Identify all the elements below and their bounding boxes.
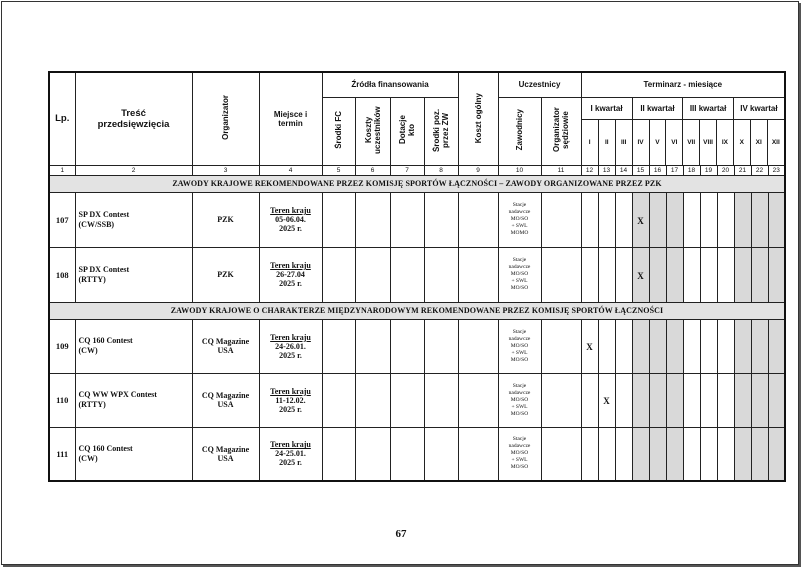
row-participants-line: MOMO (510, 230, 529, 236)
month-mark: X (637, 270, 644, 281)
row-name-line1: CQ WW WPX Contest (78, 390, 157, 399)
row-participants (498, 319, 541, 373)
quarter-2: II kwartał (632, 98, 683, 120)
row-participants-line: Stacje (512, 436, 527, 443)
row-month-4 (632, 427, 649, 481)
row-month-12 (768, 192, 785, 247)
row-place-label: Teren kraju (270, 206, 311, 215)
row-month-7 (683, 319, 700, 373)
row-month-8 (700, 373, 717, 427)
row-participants (498, 192, 541, 247)
row-cost-total (458, 373, 498, 427)
row-month-6 (666, 192, 683, 247)
row-cost-total (458, 427, 498, 481)
row-name (75, 192, 192, 247)
header-miejsce (259, 72, 322, 165)
row-name (75, 427, 192, 481)
row-month-7 (683, 427, 700, 481)
row-organizer-judges (541, 192, 581, 247)
row-name-line2: (CW) (78, 453, 98, 463)
header-srodki-fc (322, 97, 355, 165)
row-month-9 (717, 247, 734, 302)
row-participants-line: MO/SO (510, 356, 529, 363)
row-place-date: 26-27.04 (276, 270, 305, 279)
months-block (581, 97, 785, 165)
row-funding-dotacje (390, 373, 424, 427)
row-funding-dotacje (390, 427, 424, 481)
header-uczestnicy: Uczestnicy (498, 72, 581, 97)
header-koszt-ogolny-text: Koszt ogólny (473, 92, 483, 143)
row-month-7 (683, 373, 700, 427)
header-srodki-poz-text: Środki poz. przez ZW (432, 108, 450, 152)
table-row (49, 373, 785, 427)
header-srodki-poz (424, 97, 458, 165)
page-number: 67 (395, 528, 407, 540)
column-number-1: 1 (49, 165, 75, 175)
row-month-6 (666, 319, 683, 373)
column-number-5: 5 (322, 165, 355, 175)
row-lp: 109 (49, 319, 75, 373)
row-month-7 (683, 192, 700, 247)
row-month-10 (734, 192, 751, 247)
row-month-11 (751, 192, 768, 247)
section-row (49, 302, 785, 319)
section-row (49, 175, 785, 192)
row-place-date: 24-26.01. (275, 341, 306, 351)
row-funding-koszty (355, 247, 390, 302)
row-month-11 (751, 373, 768, 427)
header-koszty (355, 97, 390, 165)
row-funding-koszty (355, 319, 390, 373)
row-month-3 (615, 247, 632, 302)
row-month-2 (598, 319, 615, 373)
row-participants-line: nadawcze (508, 264, 531, 270)
row-month-6 (666, 427, 683, 481)
month-header-4: IV (632, 120, 649, 165)
row-place-label: Teren kraju (270, 261, 311, 270)
month-header-3: III (615, 120, 632, 165)
row-month-9 (717, 192, 734, 247)
month-header-11: XI (750, 120, 767, 165)
row-participants-line: MO/SO (510, 396, 529, 403)
row-funding-fc (322, 373, 355, 427)
row-month-3 (615, 319, 632, 373)
row-participants-line: nadawcze (508, 209, 531, 215)
column-number-21: 21 (734, 165, 751, 175)
row-name-line1: SP DX Contest (78, 264, 130, 274)
row-organizer-judges (541, 247, 581, 302)
row-participants-line: nadawcze (508, 335, 531, 342)
row-participants (498, 427, 541, 481)
header-terminarz: Terminarz - miesiące (581, 72, 785, 97)
row-participants-line: nadawcze (508, 389, 531, 396)
row-participants-line: + SWL (511, 278, 528, 284)
row-organizer (192, 319, 259, 373)
row-month-12 (768, 427, 785, 481)
row-participants-line: + SWL (511, 349, 528, 356)
row-place-year: 2025 r. (279, 279, 302, 288)
row-organizer (192, 192, 259, 247)
row-organizer-line1: PZK (217, 215, 234, 224)
row-place-year: 2025 r. (279, 458, 302, 468)
row-month-10 (734, 247, 751, 302)
row-month-12 (768, 247, 785, 302)
column-number-9: 9 (458, 165, 498, 175)
row-month-12 (768, 373, 785, 427)
row-funding-dotacje (390, 319, 424, 373)
row-cost-total (458, 247, 498, 302)
column-number-7: 7 (390, 165, 424, 175)
row-funding-fc (322, 192, 355, 247)
row-participants-line: MO/SO (510, 216, 529, 222)
row-funding-srodki-poz (424, 247, 458, 302)
row-organizer-line2: USA (217, 453, 234, 463)
header-organizator (192, 72, 259, 165)
row-month-9 (717, 319, 734, 373)
row-funding-srodki-poz (424, 373, 458, 427)
row-organizer-line1: CQ Magazine (201, 337, 250, 346)
column-number-12: 12 (581, 165, 598, 175)
row-place (259, 427, 322, 481)
column-number-4: 4 (259, 165, 322, 175)
events-table (48, 71, 786, 482)
row-place-label: Teren kraju (270, 332, 311, 342)
row-month-3 (615, 192, 632, 247)
column-number-22: 22 (751, 165, 768, 175)
month-header-12: XII (771, 138, 780, 146)
row-place (259, 319, 322, 373)
row-participants-line: nadawcze (508, 443, 531, 450)
header-zrodla: Źródła finansowania (322, 72, 458, 97)
column-number-3: 3 (192, 165, 259, 175)
row-month-1 (581, 427, 598, 481)
row-month-3 (615, 427, 632, 481)
row-name-line2: (RTTY) (78, 400, 106, 409)
column-number-23: 23 (768, 165, 785, 175)
row-funding-koszty (355, 373, 390, 427)
header-organizator-sedziowie (541, 97, 581, 165)
row-month-2 (598, 373, 615, 427)
row-name-line2: (RTTY) (78, 274, 106, 284)
row-month-4 (632, 192, 649, 247)
row-lp: 107 (49, 192, 75, 247)
row-lp: 110 (49, 373, 75, 427)
row-participants-line: MO/SO (510, 271, 529, 277)
row-organizer-line2: USA (217, 400, 234, 409)
row-month-1 (581, 373, 598, 427)
row-name-line1: CQ 160 Contest (78, 443, 133, 453)
month-header-5: V (649, 120, 666, 165)
row-month-5 (649, 373, 666, 427)
row-cost-total (458, 319, 498, 373)
quarter-1: I kwartał (582, 98, 633, 120)
row-participants-line: + SWL (511, 403, 528, 410)
row-participants-line: + SWL (511, 457, 528, 464)
row-name (75, 247, 192, 302)
row-month-2 (598, 247, 615, 302)
row-name (75, 319, 192, 373)
header-zawodnicy (498, 97, 541, 165)
row-month-4 (632, 373, 649, 427)
header-tresc (75, 72, 192, 165)
month-header-10: X (733, 120, 750, 165)
row-lp: 108 (49, 247, 75, 302)
row-organizer-judges (541, 427, 581, 481)
row-place-date: 11-12.02. (275, 395, 306, 405)
month-header-6: VI (666, 120, 683, 165)
row-month-8 (700, 427, 717, 481)
table-row (49, 319, 785, 373)
row-month-5 (649, 319, 666, 373)
row-month-4 (632, 247, 649, 302)
row-month-11 (751, 427, 768, 481)
row-participants-line: Stacje (512, 257, 527, 263)
month-mark: X (586, 342, 593, 352)
row-month-1 (581, 319, 598, 373)
header-srodki-fc-text: Środki FC (334, 111, 343, 149)
column-number-20: 20 (717, 165, 734, 175)
row-funding-srodki-poz (424, 192, 458, 247)
column-number-6: 6 (355, 165, 390, 175)
row-participants-line: Stacje (512, 328, 527, 335)
row-place (259, 192, 322, 247)
row-month-1 (581, 192, 598, 247)
row-name-line2: (CW) (78, 346, 98, 355)
row-participants-line: MO/SO (510, 410, 529, 417)
month-header-7: VII (683, 120, 700, 165)
month-header-1: I (582, 120, 599, 165)
row-name-line1: SP DX Contest (78, 209, 130, 219)
column-number-2: 2 (75, 165, 192, 175)
column-number-10: 10 (498, 165, 541, 175)
row-funding-koszty (355, 192, 390, 247)
section-title: ZAWODY KRAJOWE REKOMENDOWANE PRZEZ KOMISJĘ SPORTÓW ŁĄCZNOŚCI – ZAWODY ORGANIZOWANE PRZEZ PZK (49, 175, 785, 192)
section-title: ZAWODY KRAJOWE O CHARAKTERZE MIĘDZYNARODOWYM REKOMENDOWANE PRZEZ KOMISJĘ SPORTÓW ŁĄCZNOŚCI (49, 302, 785, 319)
row-organizer (192, 247, 259, 302)
row-month-9 (717, 373, 734, 427)
row-funding-fc (322, 247, 355, 302)
header-koszt-ogolny (458, 72, 498, 165)
row-participants-line: MO/SO (510, 342, 529, 349)
row-month-9 (717, 427, 734, 481)
quarter-3: III kwartał (683, 98, 734, 120)
row-month-8 (700, 192, 717, 247)
row-funding-dotacje (390, 192, 424, 247)
row-participants-line: MO/SO (510, 464, 529, 471)
row-month-4 (632, 319, 649, 373)
header-miejsce-text: Miejsce i termin (273, 109, 308, 128)
month-header-9: IX (717, 120, 734, 165)
column-number-18: 18 (683, 165, 700, 175)
row-place-year: 2025 r. (279, 350, 302, 360)
row-place-label: Teren kraju (270, 386, 311, 396)
row-month-5 (649, 192, 666, 247)
row-name-line1: CQ 160 Contest (78, 336, 133, 345)
month-mark: X (637, 215, 644, 226)
header-koszty-text: Koszty uczestników (363, 106, 382, 154)
row-month-2 (598, 192, 615, 247)
table-row (49, 427, 785, 481)
row-month-5 (649, 247, 666, 302)
row-lp: 111 (49, 427, 75, 481)
row-participants (498, 247, 541, 302)
row-month-5 (649, 427, 666, 481)
column-number-11: 11 (541, 165, 581, 175)
row-organizer-line2: USA (217, 346, 234, 355)
header-organizator-sedziowie-text: Organizator sędziowie (552, 107, 570, 153)
row-participants-line: Stacje (512, 202, 527, 208)
row-place (259, 247, 322, 302)
quarter-4: IV kwartał (733, 98, 784, 120)
row-month-2 (598, 427, 615, 481)
row-participants-line: MO/SO (510, 450, 529, 457)
month-header-2: II (598, 120, 615, 165)
row-month-11 (751, 247, 768, 302)
column-number-16: 16 (649, 165, 666, 175)
row-funding-fc (322, 319, 355, 373)
row-place-date: 05-06.04. (275, 215, 306, 224)
row-funding-srodki-poz (424, 319, 458, 373)
row-participants-line: MO/SO (510, 285, 529, 291)
row-month-1 (581, 247, 598, 302)
header-dotacje (390, 97, 424, 165)
row-place-year: 2025 r. (279, 404, 302, 414)
row-cost-total (458, 192, 498, 247)
header-organizator-text: Organizator (221, 95, 230, 141)
row-month-7 (683, 247, 700, 302)
row-organizer-line1: PZK (217, 270, 234, 279)
row-organizer-line1: CQ Magazine (201, 444, 250, 454)
row-participants-line: Stacje (512, 382, 527, 389)
table-row (49, 192, 785, 247)
row-name (75, 373, 192, 427)
row-organizer-judges (541, 319, 581, 373)
row-funding-dotacje (390, 247, 424, 302)
row-month-11 (751, 319, 768, 373)
row-month-8 (700, 247, 717, 302)
row-organizer (192, 427, 259, 481)
header-zawodnicy-text: Zawodnicy (515, 109, 524, 151)
column-number-15: 15 (632, 165, 649, 175)
row-month-3 (615, 373, 632, 427)
month-mark: X (603, 396, 610, 406)
column-number-17: 17 (666, 165, 683, 175)
row-participants-line: + SWL (511, 223, 528, 229)
row-organizer-judges (541, 373, 581, 427)
row-place-date: 24-25.01. (275, 449, 306, 459)
months-subtable (582, 98, 785, 165)
table-row (49, 247, 785, 302)
month-header-8: VIII (700, 120, 717, 165)
header-dotacje-text: Dotacje kto (398, 115, 416, 145)
column-number-19: 19 (700, 165, 717, 175)
row-month-10 (734, 427, 751, 481)
row-organizer (192, 373, 259, 427)
row-organizer-line1: CQ Magazine (201, 391, 250, 400)
row-place-year: 2025 r. (279, 224, 302, 233)
row-month-10 (734, 373, 751, 427)
row-month-12 (768, 319, 785, 373)
column-number-13: 13 (598, 165, 615, 175)
row-name-line2: (CW/SSB) (78, 219, 115, 229)
header-tresc-text: Treść przedsięwzięcia (97, 107, 170, 130)
row-place-label: Teren kraju (270, 440, 311, 450)
row-month-10 (734, 319, 751, 373)
row-place (259, 373, 322, 427)
column-number-14: 14 (615, 165, 632, 175)
header-lp: Lp. (49, 72, 75, 165)
row-month-8 (700, 319, 717, 373)
row-funding-srodki-poz (424, 427, 458, 481)
row-participants (498, 373, 541, 427)
column-number-8: 8 (424, 165, 458, 175)
row-funding-fc (322, 427, 355, 481)
row-funding-koszty (355, 427, 390, 481)
row-month-6 (666, 373, 683, 427)
row-month-6 (666, 247, 683, 302)
